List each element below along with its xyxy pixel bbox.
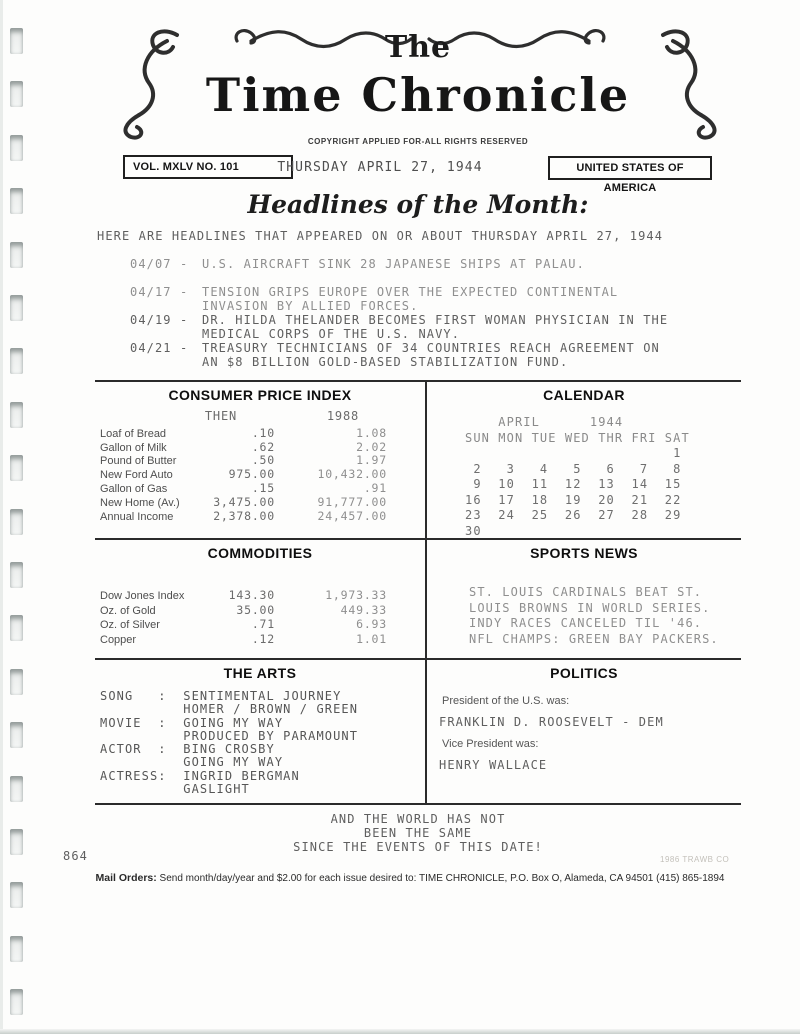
calendar-day-header: SUN MON TUE WED THR FRI SAT bbox=[465, 430, 690, 445]
row-label: Pound of Butter bbox=[100, 455, 177, 468]
binder-hole bbox=[10, 455, 23, 481]
table-row bbox=[95, 427, 425, 441]
binder-hole bbox=[10, 562, 23, 588]
arts-line: GASLIGHT bbox=[100, 782, 250, 797]
headline-text: DR. HILDA THELANDER BECOMES FIRST WOMAN PHYSICIAN IN THE bbox=[202, 313, 669, 327]
table-row bbox=[95, 618, 425, 633]
sports-line: NFL CHAMPS: GREEN BAY PACKERS. bbox=[469, 631, 719, 646]
headline-text: INVASION BY ALLIED FORCES. bbox=[202, 299, 419, 313]
country-box: UNITED STATES OF AMERICA bbox=[548, 156, 712, 180]
binder-hole bbox=[10, 989, 23, 1015]
headlines-section-title: Headlines of the Month: bbox=[247, 190, 589, 219]
politics-body bbox=[427, 695, 741, 772]
row-label: Copper bbox=[100, 634, 137, 647]
row-label: Gallon of Gas bbox=[100, 482, 168, 495]
president-name: FRANKLIN D. ROOSEVELT - DEM bbox=[439, 715, 664, 729]
binder-hole bbox=[10, 348, 23, 374]
row-1988-value: 1.08 bbox=[356, 425, 387, 440]
mail-orders-text: Send month/day/year and $2.00 for each issue desired to: TIME CHRONICLE, P.O. Box O, Alameda, CA 94501 (415) 865-1894 bbox=[159, 873, 725, 884]
mail-orders-label: Mail Orders: bbox=[95, 872, 157, 884]
table-row bbox=[95, 589, 425, 604]
row-label: Loaf of Bread bbox=[100, 427, 167, 440]
cpi-table bbox=[95, 410, 425, 523]
vice-president-label: Vice President was: bbox=[442, 738, 539, 750]
row-label: Oz. of Silver bbox=[100, 619, 160, 632]
row-1988-value: 91,777.00 bbox=[317, 494, 387, 509]
calendar-week: 16 17 18 19 20 21 22 bbox=[465, 492, 682, 507]
headline-text: AN $8 BILLION GOLD-BASED STABILIZATION FUND. bbox=[202, 355, 569, 369]
row-1988-value: 10,432.00 bbox=[317, 467, 387, 482]
sections-grid bbox=[95, 380, 741, 805]
row-1988-value: 6.93 bbox=[356, 617, 387, 632]
calendar-week: 9 10 11 12 13 14 15 bbox=[465, 477, 682, 491]
row-then-value: 975.00 bbox=[228, 467, 275, 482]
headline-list bbox=[97, 257, 717, 369]
table-row bbox=[95, 510, 425, 524]
row-label: Dow Jones Index bbox=[100, 590, 185, 602]
row-1988-value: 1,973.33 bbox=[325, 588, 387, 602]
politics-title: POLITICS bbox=[550, 665, 618, 681]
page-bottom-edge bbox=[0, 1029, 800, 1034]
masthead-copyright: COPYRIGHT APPLIED FOR-ALL RIGHTS RESERVED bbox=[307, 137, 529, 146]
binder-hole bbox=[10, 242, 23, 268]
mail-orders-line bbox=[60, 872, 760, 884]
headline-text: MEDICAL CORPS OF THE U.S. NAVY. bbox=[202, 327, 461, 341]
page-number: 864 bbox=[63, 849, 88, 863]
headline-item bbox=[130, 341, 717, 369]
headline-item bbox=[130, 313, 717, 341]
headline-date: 04/19 - bbox=[130, 313, 189, 327]
arts-line: GOING MY WAY bbox=[100, 755, 284, 770]
calendar-week: 30 bbox=[465, 523, 482, 538]
commodities-table bbox=[95, 589, 425, 648]
row-1988-value: .91 bbox=[363, 480, 387, 495]
table-row bbox=[95, 454, 425, 468]
cpi-title: CONSUMER PRICE INDEX bbox=[168, 387, 352, 403]
binder-hole bbox=[10, 402, 23, 428]
issue-date: THURSDAY APRIL 27, 1944 bbox=[277, 160, 483, 175]
headline-item bbox=[130, 257, 717, 271]
table-row bbox=[95, 468, 425, 482]
binder-hole bbox=[10, 829, 23, 855]
section-calendar bbox=[427, 382, 741, 540]
row-label: New Home (Av.) bbox=[100, 496, 180, 509]
sports-text bbox=[427, 585, 741, 647]
sports-line: INDY RACES CANCELED TIL '46. bbox=[469, 616, 703, 630]
row-label: Oz. of Gold bbox=[100, 604, 156, 617]
row-then-value: 143.30 bbox=[228, 588, 275, 602]
row-then-value: 3,475.00 bbox=[213, 494, 275, 509]
row-1988-value: 2.02 bbox=[356, 439, 387, 454]
row-label: Gallon of Milk bbox=[100, 441, 167, 454]
binder-hole bbox=[10, 81, 23, 107]
masthead-the: The bbox=[384, 30, 452, 65]
headline-item bbox=[130, 285, 717, 313]
binder-hole bbox=[10, 722, 23, 748]
cpi-header-row bbox=[95, 410, 425, 423]
table-row bbox=[95, 633, 425, 648]
calendar-week: 2 3 4 5 6 7 8 bbox=[465, 461, 682, 476]
calendar-grid bbox=[427, 415, 741, 539]
section-commodities bbox=[95, 540, 427, 660]
arts-title: THE ARTS bbox=[223, 665, 297, 681]
cpi-col-then: THEN bbox=[204, 409, 237, 423]
volume-number-box: VOL. MXLV NO. 101 bbox=[123, 155, 293, 179]
closing-message bbox=[95, 813, 741, 854]
calendar-week: 23 24 25 26 27 28 29 bbox=[465, 508, 682, 522]
arts-line: ACTOR : BING CROSBY bbox=[100, 742, 275, 757]
arts-line: HOMER / BROWN / GREEN bbox=[100, 702, 359, 717]
row-1988-value: 1.01 bbox=[356, 632, 387, 647]
closing-line: AND THE WORLD HAS NOT bbox=[330, 812, 506, 826]
section-politics bbox=[427, 660, 741, 803]
row-1988-value: 449.33 bbox=[340, 602, 387, 617]
sports-line: ST. LOUIS CARDINALS BEAT ST. bbox=[469, 585, 703, 599]
binder-hole bbox=[10, 936, 23, 962]
president-label: President of the U.S. was: bbox=[442, 695, 570, 707]
calendar-title: CALENDAR bbox=[543, 387, 625, 403]
headlines-body bbox=[97, 229, 717, 369]
headline-date: 04/07 - bbox=[130, 257, 189, 271]
binder-hole bbox=[10, 188, 23, 214]
masthead-title: Time Chronicle bbox=[205, 68, 631, 122]
arts-line: MOVIE : GOING MY WAY bbox=[100, 715, 284, 730]
headline-text: TREASURY TECHNICIANS OF 34 COUNTRIES REACH AGREEMENT ON bbox=[202, 341, 660, 355]
headline-text: U.S. AIRCRAFT SINK 28 JAPANESE SHIPS AT PALAU. bbox=[202, 257, 585, 271]
closing-line: SINCE THE EVENTS OF THIS DATE! bbox=[293, 839, 543, 854]
binder-hole bbox=[10, 295, 23, 321]
binder-hole bbox=[10, 669, 23, 695]
row-then-value: .15 bbox=[251, 480, 275, 495]
cpi-col-1988: 1988 bbox=[326, 409, 359, 423]
row-then-value: .62 bbox=[251, 439, 275, 454]
headlines-intro: HERE ARE HEADLINES THAT APPEARED ON OR ABOUT THURSDAY APRIL 27, 1944 bbox=[97, 229, 664, 243]
sports-title: SPORTS NEWS bbox=[530, 545, 638, 561]
section-sports-news bbox=[427, 540, 741, 660]
section-the-arts bbox=[95, 660, 427, 803]
row-then-value: .50 bbox=[251, 453, 275, 468]
row-then-value: .12 bbox=[251, 632, 275, 647]
row-then-value: 35.00 bbox=[236, 602, 275, 617]
table-row bbox=[95, 496, 425, 510]
headline-date: 04/21 - bbox=[130, 341, 189, 355]
binder-hole bbox=[10, 28, 23, 54]
table-row bbox=[95, 441, 425, 455]
closing-line: BEEN THE SAME bbox=[363, 825, 473, 840]
table-row bbox=[95, 604, 425, 619]
section-consumer-price-index bbox=[95, 382, 427, 540]
binder-hole bbox=[10, 615, 23, 641]
row-then-value: 2,378.00 bbox=[213, 508, 275, 523]
binder-hole bbox=[10, 135, 23, 161]
print-watermark: 1986 TRAWB CO bbox=[660, 855, 730, 864]
binder-hole bbox=[10, 882, 23, 908]
row-then-value: .71 bbox=[251, 617, 275, 632]
headline-text: TENSION GRIPS EUROPE OVER THE EXPECTED CONTINENTAL bbox=[202, 285, 619, 299]
binder-hole bbox=[10, 776, 23, 802]
row-label: New Ford Auto bbox=[100, 469, 173, 482]
row-1988-value: 1.97 bbox=[356, 453, 387, 468]
sports-line: LOUIS BROWNS IN WORLD SERIES. bbox=[469, 600, 711, 615]
table-row bbox=[95, 482, 425, 496]
row-1988-value: 24,457.00 bbox=[317, 508, 387, 523]
arts-line: SONG : SENTIMENTAL JOURNEY bbox=[100, 689, 342, 703]
binder-hole bbox=[10, 509, 23, 535]
row-label: Annual Income bbox=[100, 510, 174, 523]
calendar-month-year: APRIL 1944 bbox=[465, 415, 624, 429]
vice-president-name: HENRY WALLACE bbox=[439, 758, 548, 772]
arts-text bbox=[95, 690, 425, 796]
arts-line: ACTRESS: INGRID BERGMAN bbox=[100, 768, 300, 783]
arts-line: PRODUCED BY PARAMOUNT bbox=[100, 728, 359, 743]
calendar-week: 1 bbox=[465, 446, 682, 460]
row-then-value: .10 bbox=[251, 425, 275, 440]
commodities-title: COMMODITIES bbox=[207, 545, 313, 561]
headline-date: 04/17 - bbox=[130, 285, 189, 299]
page-left-edge bbox=[0, 0, 3, 1034]
